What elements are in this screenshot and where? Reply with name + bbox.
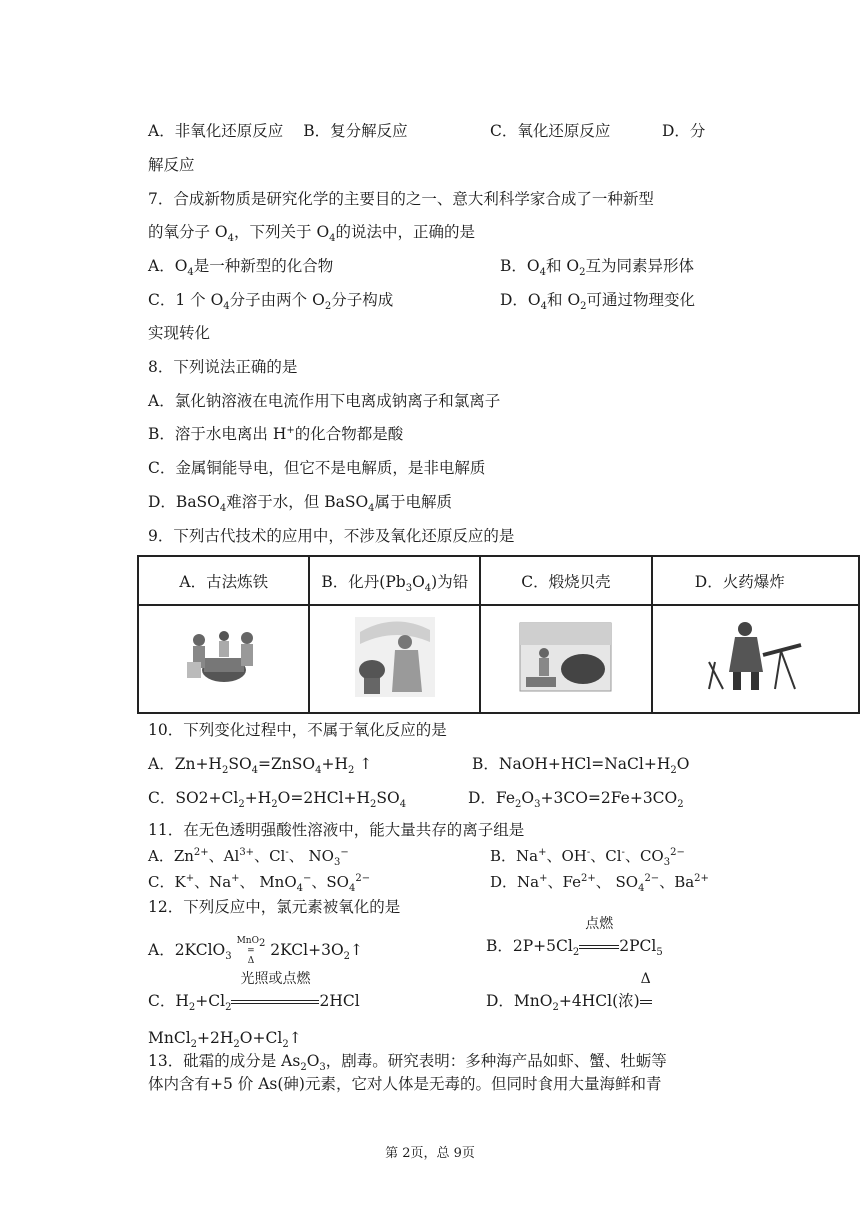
- q9-image-iron-smelting: [138, 605, 309, 713]
- lead-refining-illustration: [350, 612, 440, 702]
- q7-option-a: A．$O_4$是一种新型的化合物: [148, 257, 334, 279]
- q6-option-d-cont: 解反应: [148, 156, 195, 174]
- q9-table: [137, 555, 860, 714]
- q9-header-c: C．煅烧贝壳: [480, 556, 652, 605]
- q6-options-line: [148, 121, 408, 141]
- q12-option-a: A．2KClO$_3$ MnO$_2$ = Δ $2KCl+3O_2↑$: [148, 936, 364, 966]
- shell-calcining-illustration: [518, 621, 613, 693]
- q11-option-d: D．Na+、$Fe^{2+}$、 $SO_4^{2-}$、$Ba^{2+}$: [490, 873, 709, 894]
- q12-stem: 12．下列反应中，氯元素被氧化的是: [148, 898, 401, 916]
- light-condition: 光照或点燃: [240, 971, 311, 987]
- q7-stem-1: 7．合成新物质是研究化学的主要目的之一、意大利科学家合成了一种新型: [148, 190, 654, 208]
- q9-stem: 9．下列古代技术的应用中，不涉及氧化还原反应的是: [148, 527, 515, 545]
- q9-image-lead-refining: [309, 605, 480, 713]
- q9-image-shell-calcining: [480, 605, 652, 713]
- q11-option-a: A．$Zn^{2+}$、$Al^{3+}$、Cl-、 $NO_3^-$: [148, 847, 349, 868]
- q11-option-b: B．Na+、OH-、Cl-、$CO_3^{2-}$: [490, 847, 685, 868]
- q10-option-a: A．$Zn+H_2SO_4=ZnSO_4+H_2$ ↑: [148, 755, 373, 777]
- q10-option-b: B．$NaOH+HCl=NaCl+H_2O$: [472, 755, 690, 777]
- q7-option-d-cont: 实现转化: [148, 324, 211, 342]
- q8-option-c: C．金属铜能导电，但它不是电解质，是非电解质: [148, 459, 486, 477]
- q9-header-b: B．化丹$(Pb_3O_4)$为铅: [309, 556, 480, 605]
- q10-stem: 10．下列变化过程中，不属于氧化反应的是: [148, 721, 447, 739]
- q7-option-c: C．1 个 $O_4$分子由两个 $O_2$分子构成: [148, 291, 394, 313]
- q11-option-c: C．K+、Na+、 MnO$_4$−、$SO_4^{2-}$: [148, 873, 371, 894]
- q10-option-d: D．$Fe_2O_3+3CO=2Fe+3CO_2$: [468, 789, 684, 811]
- gunpowder-illustration: [705, 617, 805, 697]
- mno2-condition: MnO$_2$ = Δ: [236, 936, 266, 966]
- ignite-condition: 点燃: [585, 916, 614, 932]
- q11-stem: 11．在无色透明强酸性溶液中，能大量共存的离子组是: [148, 821, 525, 839]
- q9-header-a: A．古法炼铁: [138, 556, 309, 605]
- q12-option-c: C．$H_2+Cl_2$ 光照或点燃 2HCl: [148, 971, 360, 1014]
- q6-option-b: B．复分解反应: [303, 122, 408, 140]
- q8-option-b: B．溶于水电离出 H+的化合物都是酸: [148, 424, 404, 443]
- q8-stem: 8．下列说法正确的是: [148, 358, 298, 376]
- q6-option-c: C．氧化还原反应: [490, 122, 611, 140]
- iron-smelting-illustration: [179, 622, 269, 692]
- q7-option-b: B．$O_4$和 $O_2$互为同素异形体: [500, 257, 695, 279]
- q9-header-d: D．火药爆炸: [652, 556, 859, 605]
- q12-option-d-cont: $MnCl_2+2H_2O+Cl_2↑$: [148, 1029, 302, 1051]
- q12-option-b: B．$2P+5Cl_2$ 点燃 2PCl$_5$: [486, 916, 663, 959]
- q8-option-a: A．氯化钠溶液在电流作用下电离成钠离子和氯离子: [148, 392, 501, 410]
- q6-option-d: D．分: [662, 122, 706, 140]
- q12-option-d: D．MnO$_2$+4HCl(浓) Δ: [486, 971, 651, 1014]
- q8-option-d: D．BaSO$_4$难溶于水，但 BaSO$_4$属于电解质: [148, 493, 453, 515]
- q6-option-a: A．非氧化还原反应: [148, 122, 284, 140]
- q9-image-gunpowder: [652, 605, 859, 713]
- q7-option-d: D．$O_4$和 $O_2$可通过物理变化: [500, 291, 696, 313]
- q13-line-2: 体内含有+5 价 As(砷)元素，它对人体是无毒的。但同时食用大量海鲜和青: [148, 1075, 662, 1093]
- q10-option-c: C．$SO2+Cl_2+H_2O=2HCl+H_2SO_4$: [148, 789, 407, 811]
- q7-stem-2: 的氧分子 $O_4$，下列关于 $O_4$的说法中，正确的是: [148, 223, 476, 245]
- q13-line-1: 13．砒霜的成分是 $As_2O_3$，剧毒。研究表明：多种海产品如虾、蟹、牡蛎等: [148, 1052, 667, 1074]
- page-footer: 第 2页，总 9页: [385, 1146, 475, 1161]
